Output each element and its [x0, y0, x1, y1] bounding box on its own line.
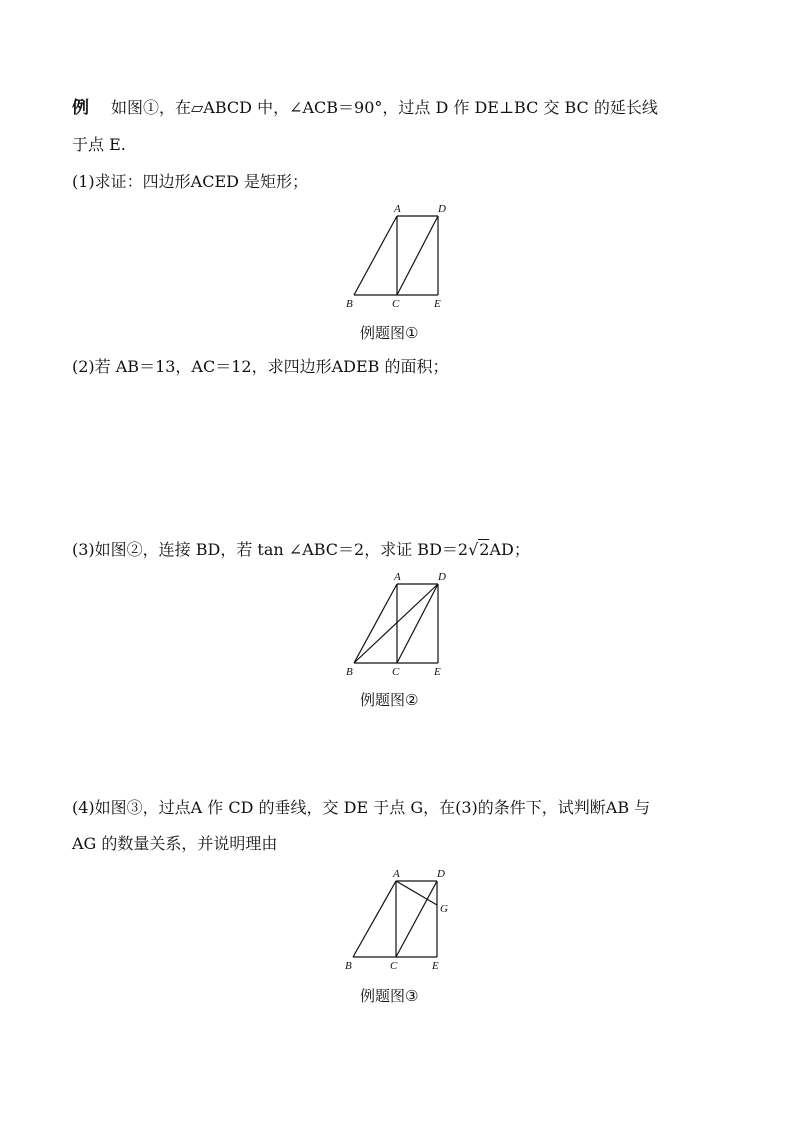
- question-4-line-2: AG 的数量关系，并说明理由: [72, 834, 278, 853]
- segment-AB: [353, 881, 396, 957]
- figure-2-caption: 例题图②: [360, 691, 419, 709]
- problem-intro-line-2: 于点 E.: [72, 135, 126, 154]
- sqrt-radicand: 2: [479, 540, 490, 559]
- point-label-C: C: [390, 960, 398, 972]
- point-label-B: B: [346, 298, 353, 310]
- example-label: 例: [72, 98, 89, 118]
- figure-1: [340, 200, 460, 315]
- point-label-C: C: [392, 298, 400, 310]
- point-label-D: D: [437, 868, 445, 880]
- figure-2: [340, 568, 460, 683]
- point-label-A: A: [393, 868, 400, 880]
- question-3-text: (3)如图②，连接 BD，若 tan ∠ABC＝2，求证 BD＝2: [72, 540, 469, 559]
- point-label-A: A: [394, 203, 401, 215]
- point-label-B: B: [345, 960, 352, 972]
- question-3: [72, 539, 530, 561]
- question-3-suffix: AD；: [489, 540, 530, 559]
- question-1: (1)求证：四边形ACED 是矩形；: [72, 172, 309, 191]
- point-label-G: G: [440, 903, 448, 915]
- point-label-B: B: [346, 666, 353, 678]
- problem-intro-line-1: [72, 97, 658, 119]
- point-label-E: E: [434, 298, 441, 310]
- segment-AB: [354, 584, 397, 663]
- segment-CD: [397, 216, 438, 295]
- sqrt-expression: √2: [468, 540, 490, 559]
- point-label-E: E: [432, 960, 439, 972]
- question-2: (2)若 AB＝13，AC＝12，求四边形ADEB 的面积；: [72, 357, 449, 376]
- point-label-D: D: [438, 203, 446, 215]
- figure-1-caption: 例题图①: [360, 324, 419, 342]
- point-label-A: A: [394, 571, 401, 583]
- point-label-C: C: [392, 666, 400, 678]
- question-4-line-1: (4)如图③，过点A 作 CD 的垂线，交 DE 于点 G，在(3)的条件下，试判断AB 与: [72, 798, 651, 817]
- intro-text: 如图①，在▱ABCD 中，∠ACB＝90°，过点 D 作 DE⊥BC 交 BC 的延长线: [111, 98, 658, 117]
- segment-AB: [354, 216, 397, 295]
- point-label-D: D: [438, 571, 446, 583]
- segment-BD: [354, 584, 438, 663]
- figure-3-caption: 例题图③: [360, 987, 419, 1005]
- point-label-E: E: [434, 666, 441, 678]
- figure-3: [340, 862, 460, 977]
- segment-CD: [397, 584, 438, 663]
